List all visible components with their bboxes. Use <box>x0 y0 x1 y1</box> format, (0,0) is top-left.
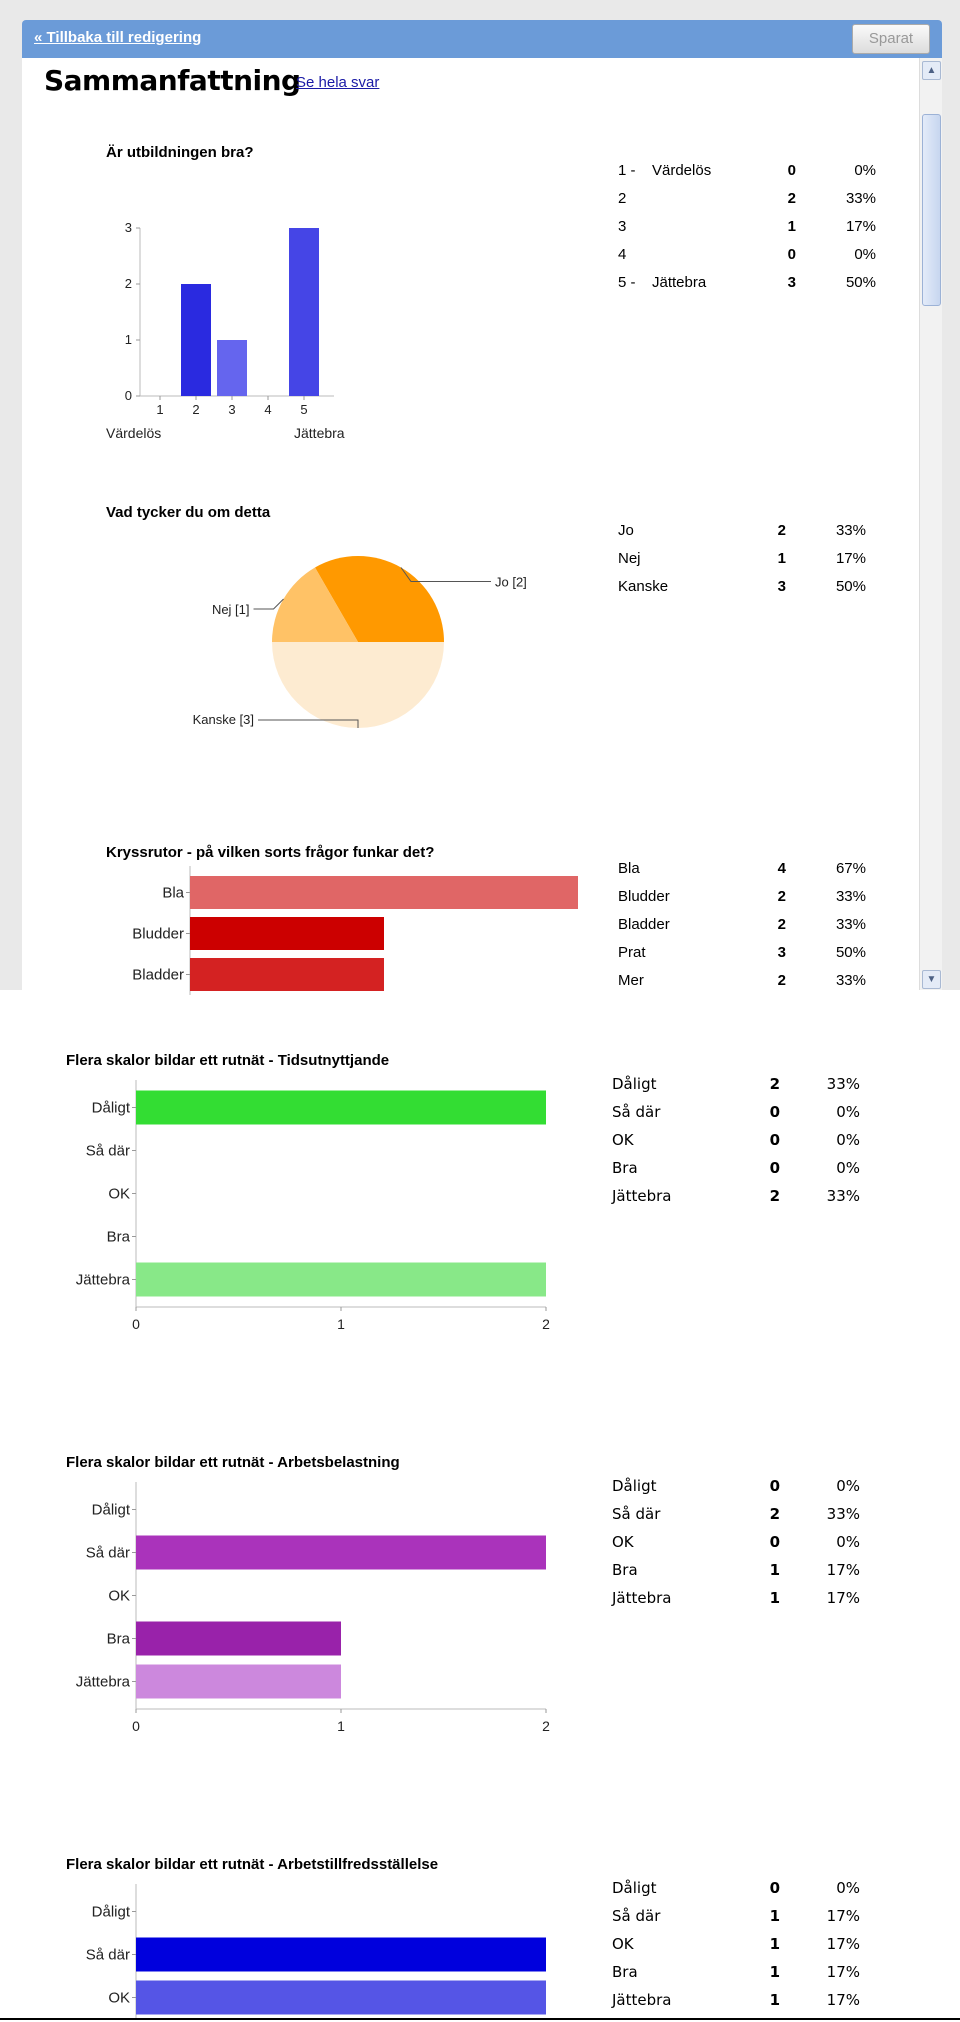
category-label: Så där <box>85 1946 130 1964</box>
summary-content <box>22 58 942 990</box>
row-percent: 17% <box>826 1935 860 1953</box>
back-to-edit-link[interactable]: « Tillbaka till redigering <box>34 29 202 46</box>
row-label: 2 <box>618 189 627 207</box>
row-percent: 50% <box>835 943 866 961</box>
question-title: Är utbildningen bra? <box>106 144 254 161</box>
question-title: Flera skalor bildar ett rutnät - Arbetsbelastning <box>66 1454 400 1471</box>
bottom-divider <box>0 2018 960 2020</box>
category-label: Bladder <box>132 966 184 984</box>
row-percent: 50% <box>835 577 866 595</box>
row-count: 3 <box>777 577 786 595</box>
row-percent: 33% <box>835 887 866 905</box>
question-title: Kryssrutor - på vilken sorts frågor funkar det? <box>106 844 435 861</box>
row-label: Kanske <box>618 577 669 595</box>
category-label: Bla <box>162 884 184 902</box>
summary-row <box>612 1154 860 1182</box>
summary-row <box>612 1986 860 2014</box>
row-label: OK <box>612 1935 634 1953</box>
x-tick-label: 1 <box>156 402 164 417</box>
row-label: Jättebra <box>612 1187 672 1205</box>
row-count: 0 <box>769 1131 780 1149</box>
row-count: 0 <box>787 161 796 179</box>
pie-data-label: Kanske [3] <box>192 712 254 727</box>
summary-table <box>618 516 866 600</box>
x-tick-label: 2 <box>542 1316 550 1332</box>
summary-row <box>612 1472 860 1500</box>
summary-row <box>612 1584 860 1612</box>
x-tick-label: 0 <box>132 1316 140 1332</box>
y-tick-label: 1 <box>124 332 132 347</box>
summary-row <box>618 184 876 212</box>
row-count: 3 <box>777 943 786 961</box>
row-label: Bra <box>612 1561 638 1579</box>
bar <box>136 1622 341 1656</box>
bar <box>217 340 247 396</box>
row-count: 2 <box>787 189 796 207</box>
browser-screenshot <box>0 0 960 990</box>
chart-q1 <box>92 162 432 462</box>
x-tick-label: 4 <box>264 402 272 417</box>
x-tick-label: 0 <box>132 1718 140 1734</box>
row-count: 4 <box>777 859 786 877</box>
see-all-responses-link[interactable]: Se hela svar <box>296 74 380 91</box>
row-count: 2 <box>777 521 786 539</box>
row-sublabel <box>652 212 738 240</box>
summary-row <box>618 882 866 910</box>
summary-row <box>612 1070 860 1098</box>
y-tick-label: 3 <box>124 220 132 235</box>
category-label: OK <box>108 1989 130 2007</box>
x-tick-label: 1 <box>337 1316 345 1332</box>
category-label: Dåligt <box>91 1099 130 1117</box>
row-label: Bra <box>612 1963 638 1981</box>
row-count: 1 <box>769 1907 780 1925</box>
category-label: Dåligt <box>91 1903 130 1921</box>
row-percent: 33% <box>845 189 876 207</box>
chart-q5 <box>40 1476 580 1736</box>
row-count: 0 <box>769 1159 780 1177</box>
row-count: 0 <box>769 1477 780 1495</box>
bar <box>190 958 384 991</box>
row-percent: 33% <box>835 915 866 933</box>
top-toolbar <box>22 20 942 58</box>
row-label: 1 - <box>618 161 636 179</box>
summary-row <box>618 212 876 240</box>
row-label: Jättebra <box>612 1991 672 2009</box>
row-percent: 17% <box>826 1963 860 1981</box>
category-label: Bra <box>106 1630 130 1648</box>
summary-table <box>618 854 866 994</box>
scrollbar-thumb[interactable] <box>922 114 941 306</box>
row-count: 2 <box>777 971 786 989</box>
bar <box>136 1938 546 1972</box>
row-sublabel: Jättebra <box>652 273 707 291</box>
category-label: Bra <box>106 1228 130 1246</box>
scroll-down-icon[interactable]: ▼ <box>922 970 941 989</box>
summary-row <box>612 1902 860 1930</box>
summary-row <box>618 938 866 966</box>
bar <box>181 284 211 396</box>
bar <box>136 1263 546 1297</box>
category-label: OK <box>108 1587 130 1605</box>
row-percent: 17% <box>835 549 866 567</box>
chart-q3 <box>92 868 562 998</box>
row-count: 1 <box>769 1935 780 1953</box>
row-label: Så där <box>612 1505 661 1523</box>
row-label: Nej <box>618 549 641 567</box>
row-label: Mer <box>618 971 644 989</box>
summary-row <box>618 516 866 544</box>
row-sublabel <box>652 240 738 268</box>
vertical-scrollbar[interactable] <box>919 58 942 990</box>
summary-row <box>612 1098 860 1126</box>
row-percent: 50% <box>845 273 876 291</box>
scroll-up-icon[interactable]: ▲ <box>922 61 941 80</box>
row-label: Dåligt <box>612 1879 657 1897</box>
category-label: Jättebra <box>75 1271 130 1289</box>
row-label: Prat <box>618 943 646 961</box>
summary-row <box>618 544 866 572</box>
bar <box>136 1091 546 1125</box>
y-tick-label: 2 <box>124 276 132 291</box>
row-percent: 33% <box>835 521 866 539</box>
row-percent: 33% <box>826 1075 860 1093</box>
category-label: Så där <box>85 1142 130 1160</box>
row-label: Bludder <box>618 887 670 905</box>
row-label: Dåligt <box>612 1075 657 1093</box>
chart-q6 <box>40 1878 580 2018</box>
summary-row <box>612 1556 860 1584</box>
row-percent: 0% <box>836 1879 860 1897</box>
summary-row <box>612 1182 860 1210</box>
page-title: Sammanfattning <box>44 64 301 97</box>
x-label-high: Jättebra <box>294 425 345 441</box>
summary-row <box>618 966 866 994</box>
summary-row <box>612 1930 860 1958</box>
row-count: 3 <box>787 273 796 291</box>
row-count: 2 <box>777 887 786 905</box>
summary-row <box>618 854 866 882</box>
category-label: Bludder <box>132 925 184 943</box>
x-tick-label: 2 <box>542 1718 550 1734</box>
x-label-low: Värdelös <box>106 425 162 441</box>
row-percent: 33% <box>826 1505 860 1523</box>
row-label: OK <box>612 1131 634 1149</box>
row-label: 4 <box>618 245 627 263</box>
x-tick-label: 3 <box>228 402 236 417</box>
y-tick-label: 0 <box>124 388 132 403</box>
bar <box>190 917 384 950</box>
row-count: 0 <box>787 245 796 263</box>
summary-row <box>618 240 876 268</box>
row-count: 2 <box>777 915 786 933</box>
summary-row <box>612 1874 860 1902</box>
row-percent: 33% <box>826 1187 860 1205</box>
category-label: Så där <box>85 1544 130 1562</box>
category-label: OK <box>108 1185 130 1203</box>
row-percent: 0% <box>836 1159 860 1177</box>
row-label: Jo <box>618 521 634 539</box>
summary-table <box>612 1874 860 2014</box>
pie-data-label: Jo [2] <box>495 574 527 590</box>
bar <box>190 876 578 909</box>
row-label: OK <box>612 1533 634 1551</box>
row-percent: 33% <box>835 971 866 989</box>
row-label: Jättebra <box>612 1589 672 1607</box>
pie-data-label: Nej [1] <box>211 602 250 617</box>
row-percent: 17% <box>826 1907 860 1925</box>
row-label: Bla <box>618 859 640 877</box>
summary-row <box>618 572 866 600</box>
row-label: 3 <box>618 217 627 235</box>
summary-table <box>612 1472 860 1612</box>
chart-q4 <box>40 1074 580 1334</box>
bar <box>136 1981 546 2015</box>
x-tick-label: 1 <box>337 1718 345 1734</box>
row-count: 1 <box>787 217 796 235</box>
summary-row <box>618 268 876 296</box>
row-count: 2 <box>769 1505 780 1523</box>
row-count: 1 <box>769 1589 780 1607</box>
question-title: Vad tycker du om detta <box>106 504 271 521</box>
row-label: Bra <box>612 1159 638 1177</box>
row-count: 1 <box>769 1991 780 2009</box>
x-tick-label: 2 <box>192 402 200 417</box>
row-sublabel <box>652 184 738 212</box>
row-count: 0 <box>769 1879 780 1897</box>
x-tick-label: 5 <box>300 402 308 417</box>
summary-row <box>612 1126 860 1154</box>
bar <box>136 1665 341 1699</box>
row-label: Så där <box>612 1907 661 1925</box>
row-count: 2 <box>769 1075 780 1093</box>
row-percent: 17% <box>826 1991 860 2009</box>
bar <box>136 1536 546 1570</box>
row-percent: 17% <box>845 217 876 235</box>
summary-table <box>618 156 876 296</box>
row-percent: 0% <box>854 161 876 179</box>
category-label: Dåligt <box>91 1501 130 1519</box>
summary-row <box>618 156 876 184</box>
row-percent: 0% <box>854 245 876 263</box>
row-percent: 17% <box>826 1561 860 1579</box>
summary-table <box>612 1070 860 1210</box>
row-count: 1 <box>769 1963 780 1981</box>
summary-row <box>618 910 866 938</box>
leader-line <box>254 599 284 609</box>
row-label: 5 - <box>618 273 636 291</box>
pie-slice <box>272 642 444 728</box>
row-percent: 67% <box>835 859 866 877</box>
question-title: Flera skalor bildar ett rutnät - Tidsutnyttjande <box>66 1052 390 1069</box>
row-count: 2 <box>769 1187 780 1205</box>
row-percent: 0% <box>836 1131 860 1149</box>
row-percent: 0% <box>836 1103 860 1121</box>
row-percent: 0% <box>836 1533 860 1551</box>
row-percent: 17% <box>826 1589 860 1607</box>
row-label: Så där <box>612 1103 661 1121</box>
category-label: Jättebra <box>75 1673 130 1691</box>
summary-row <box>612 1958 860 1986</box>
row-label: Bladder <box>618 915 670 933</box>
row-count: 1 <box>777 549 786 567</box>
row-count: 0 <box>769 1103 780 1121</box>
summary-row <box>612 1500 860 1528</box>
row-count: 0 <box>769 1533 780 1551</box>
chart-q2 <box>162 518 527 778</box>
saved-button[interactable]: Sparat <box>852 24 930 54</box>
row-percent: 0% <box>836 1477 860 1495</box>
row-count: 1 <box>769 1561 780 1579</box>
summary-row <box>612 1528 860 1556</box>
row-label: Dåligt <box>612 1477 657 1495</box>
row-sublabel: Värdelös <box>652 161 712 179</box>
question-title: Flera skalor bildar ett rutnät - Arbetstillfredsställelse <box>66 1856 439 1873</box>
bar <box>289 228 319 396</box>
